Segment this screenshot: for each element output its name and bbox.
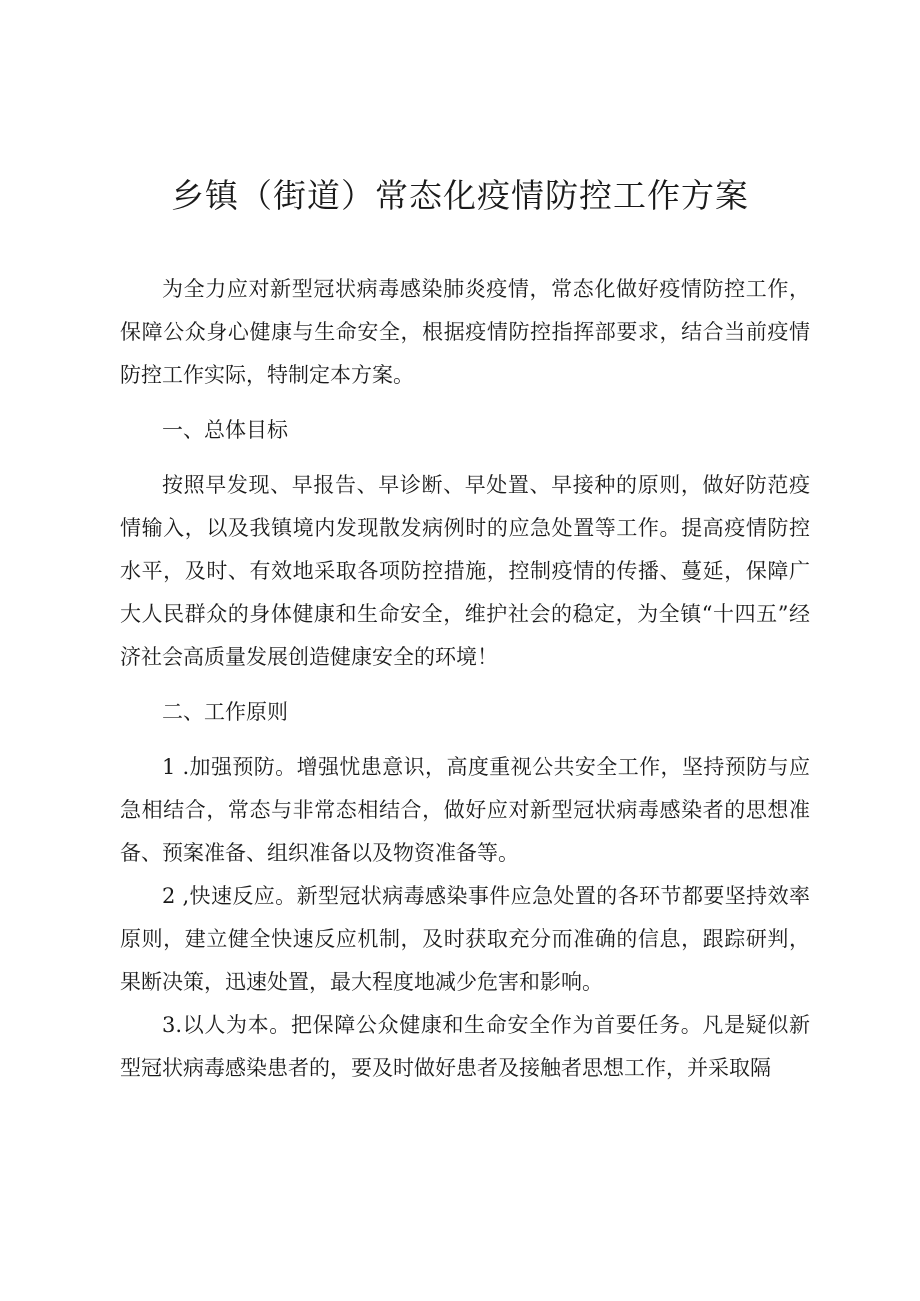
overall-goal-paragraph: 按照早发现、早报告、早诊断、早处置、早接种的原则，做好防范疫情输入，以及我镇境内发现散发病例时的应急处置等工作。提高疫情防控水平，及时、有效地采取各项防控措施，控制疫情的传播、蔓延，保障广大人民群众的身体健康和生命安全，维护社会的稳定，为全镇“十四五”经济社会高质量发展创造健康安全的环境！ (120, 473, 810, 669)
principle-1-paragraph: 1 .加强预防。增强忧患意识，高度重视公共安全工作，坚持预防与应急相结合，常态与非常态相结合，做好应对新型冠状病毒感染者的思想准备、预案准备、组织准备以及物资准备等。 (120, 755, 810, 865)
document-title: 乡镇（街道）常态化疫情防控工作方案 (171, 176, 749, 215)
principle-2-paragraph: 2 ,快速反应。新型冠状病毒感染事件应急处置的各环节都要坚持效率原则，建立健全快速反应机制，及时获取充分而准确的信息，跟踪研判，果断决策，迅速处置，最大程度地减少危害和影响。 (120, 884, 810, 994)
section-heading-overall-goal: 一、总体目标 (162, 418, 288, 442)
document-body (120, 268, 810, 1090)
principle-3-paragraph: 3.以人为本。把保障公众健康和生命安全作为首要任务。凡是疑似新型冠状病毒感染患者的，要及时做好患者及接触者思想工作，并采取隔 (120, 1013, 810, 1080)
section-heading-work-principles: 二、工作原则 (162, 700, 288, 724)
intro-paragraph: 为全力应对新型冠状病毒感染肺炎疫情，常态化做好疫情防控工作，保障公众身心健康与生命安全，根据疫情防控指挥部要求，结合当前疫情防控工作实际，特制定本方案。 (120, 277, 810, 387)
